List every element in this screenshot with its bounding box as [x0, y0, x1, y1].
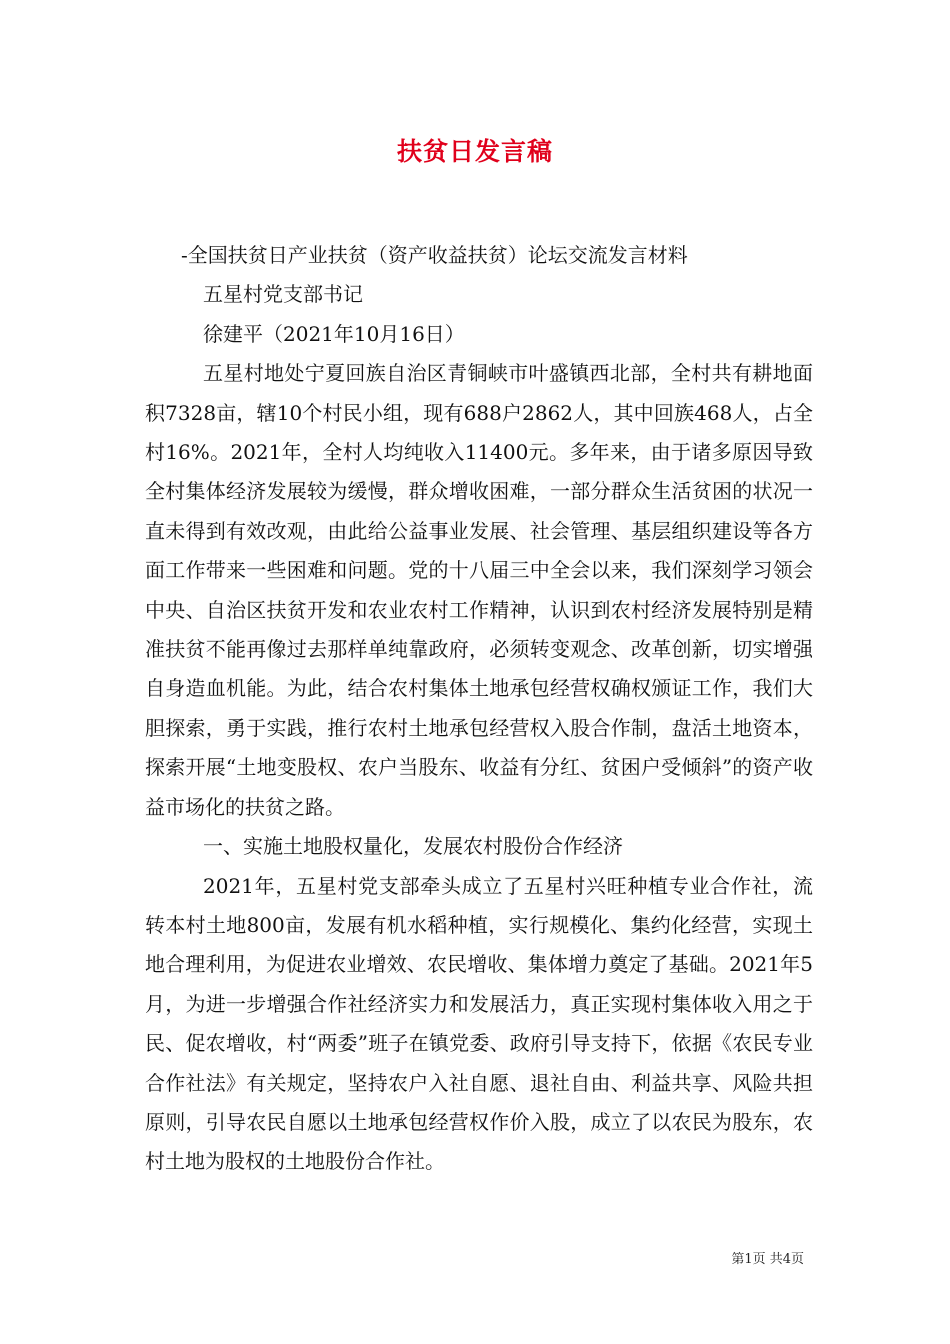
document-body	[145, 236, 813, 1182]
paragraph-section-one: 2021年，五星村党支部牵头成立了五星村兴旺种植专业合作社，流转本村土地800亩，发展有机水稻种植，实行规模化、集约化经营，实现土地合理利用，为促进农业增效、农民增收、集体增力奠定了基础。2021年5月，为进一步增强合作社经济实力和发展活力，真正实现村集体收入用之于民、促农增收，村“两委”班子在镇党委、政府引导支持下，依据《农民专业合作社法》有关规定，坚持农户入社自愿、退社自由、利益共享、风险共担原则，引导农民自愿以土地承包经营权作价入股，成立了以农民为股东，农村土地为股权的土地股份合作社。	[145, 873, 813, 1174]
paragraph-intro: 五星村地处宁夏回族自治区青铜峡市叶盛镇西北部，全村共有耕地面积7328亩，辖10个村民小组，现有688户2862人，其中回族468人，占全村16%。2021年，全村人均纯收入11400元。多年来，由于诸多原因导致全村集体经济发展较为缓慢，群众增收困难，一部分群众生活贫困的状况一直未得到有效改观，由此给公益事业发展、社会管理、基层组织建设等各方面工作带来一些困难和问题。党的十八届三中全会以来，我们深刻学习领会中央、自治区扶贫开发和农业农村工作精神，认识到农村经济发展特别是精准扶贫不能再像过去那样单纯靠政府，必须转变观念、改革创新，切实增强自身造血机能。为此，结合农村集体土地承包经营权确权颁证工作，我们大胆探索，勇于实践，推行农村土地承包经营权入股合作制，盘活土地资本，探索开展“土地变股权、农户当股东、收益有分红、贫困户受倾斜”的资产收益市场化的扶贫之路。	[145, 361, 813, 819]
document-subtitle: -全国扶贫日产业扶贫（资产收益扶贫）论坛交流发言材料	[181, 243, 688, 267]
author-line: 徐建平（2021年10月16日）	[203, 321, 465, 346]
section-heading: 一、实施土地股权量化，发展农村股份合作经济	[203, 834, 623, 859]
author-org: 五星村党支部书记	[203, 282, 363, 307]
page-footer: 第1页 共4页	[731, 1252, 804, 1267]
document-title: 扶贫日发言稿	[396, 137, 553, 166]
